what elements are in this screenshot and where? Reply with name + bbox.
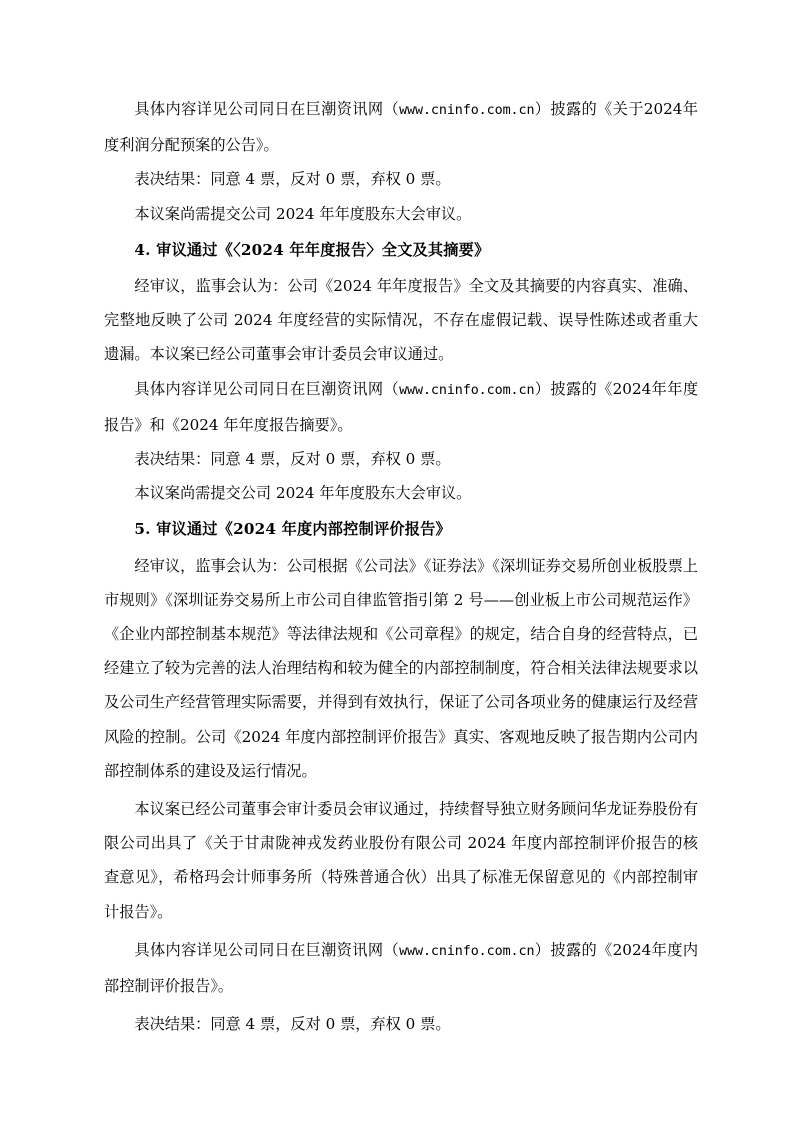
paragraph: 经审议，监事会认为：公司《2024 年年度报告》全文及其摘要的内容真实、准确、完整地反映了公司 2024 年度经营的实际情况，不存在虚假记载、误导性陈述或者重大遗漏。本议案已经公司董事会审计委员会审议通过。 xyxy=(104,277,698,364)
website-url: www.cninfo.com.cn xyxy=(399,943,535,959)
website-url: www.cninfo.com.cn xyxy=(399,382,535,398)
paragraph: 表决结果：同意 4 票，反对 0 票，弃权 0 票。 xyxy=(134,1015,451,1034)
section-heading-4: 4. 审议通过《〈2024 年年度报告〉全文及其摘要》 xyxy=(134,240,490,259)
document-body xyxy=(104,92,698,1041)
website-url: www.cninfo.com.cn xyxy=(399,103,535,118)
paragraph: 本议案已经公司董事会审计委员会审议通过，持续督导独立财务顾问华龙证券股份有限公司出具了《关于甘肃陇神戎发药业股份有限公司 2024 年度内部控制评价报告的核查意见》，希格玛会计师事务所（特殊普通合伙）出具了标准无保留意见的《内部控制审计报告》。 xyxy=(104,800,698,921)
paragraph: 具体内容详见公司同日在巨潮资讯网（www.cninfo.com.cn）披露的《2024年年度报告》和《2024 年年度报告摘要》。 xyxy=(104,379,699,434)
paragraph: 经审议，监事会认为：公司根据《公司法》《证券法》《深圳证券交易所创业板股票上市规则》《深圳证券交易所上市公司自律监管指引第 2 号——创业板上市公司规范运作》《企业内部控制基本规范》等法律法规和《公司章程》的规定，结合自身的经营特点，已经建立了较为完善的法人治理结构和较为健全的内部控制制度，符合相关法律法规要求以及公司生产经营管理实际需要，并得到有效执行，保证了公司各项业务的健康运行及经营风险的控制。公司《2024 年度内部控制评价报告》真实、客观地反映了报告期内公司内部控制体系的建设及运行情况。 xyxy=(104,556,698,780)
paragraph: 表决结果：同意 4 票，反对 0 票，弃权 0 票。 xyxy=(134,170,451,189)
section-heading-5: 5. 审议通过《2024 年度内部控制评价报告》 xyxy=(134,520,451,539)
paragraph: 本议案尚需提交公司 2024 年年度股东大会审议。 xyxy=(134,204,472,223)
paragraph: 具体内容详见公司同日在巨潮资讯网（www.cninfo.com.cn）披露的《关于2024年度利润分配预案的公告》。 xyxy=(104,100,699,155)
paragraph: 本议案尚需提交公司 2024 年年度股东大会审议。 xyxy=(134,484,472,503)
paragraph: 具体内容详见公司同日在巨潮资讯网（www.cninfo.com.cn）披露的《2024年度内部控制评价报告》。 xyxy=(104,940,699,996)
paragraph: 表决结果：同意 4 票，反对 0 票，弃权 0 票。 xyxy=(134,450,451,469)
